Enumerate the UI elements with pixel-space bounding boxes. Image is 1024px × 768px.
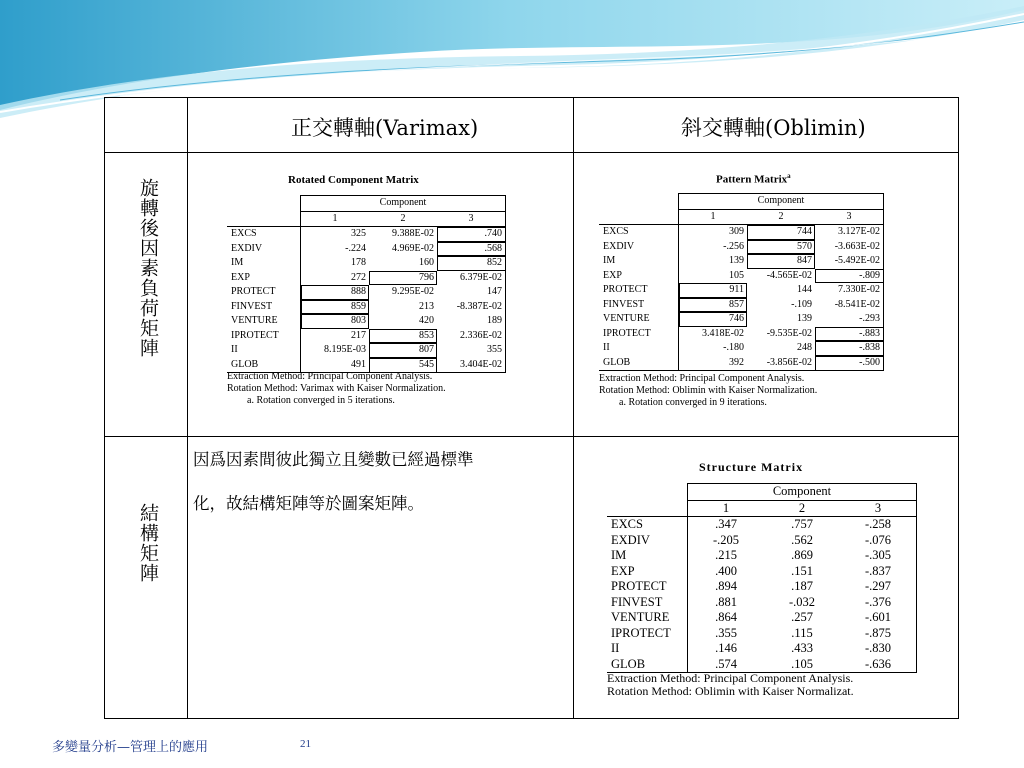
table-row: [599, 327, 884, 342]
variable-name: VENTURE: [599, 312, 679, 327]
matrix-value: 139: [797, 313, 812, 325]
matrix-corner: [227, 196, 301, 212]
structure-matrix-row-label: 結構矩陣: [137, 503, 159, 583]
matrix-value: 105: [729, 269, 744, 281]
matrix-value: 744: [747, 225, 815, 240]
matrix-value: 6.379E-02: [437, 271, 506, 286]
matrix-value: .740: [437, 227, 506, 242]
variable-name: GLOB: [599, 356, 679, 371]
matrix-value: 420: [419, 315, 434, 327]
matrix-value: 189: [437, 314, 506, 329]
matrix-corner: [607, 484, 688, 501]
column-header: 2: [369, 211, 437, 227]
matrix-value: -.032: [788, 594, 816, 609]
table-row: [227, 300, 506, 315]
matrix-value: 248: [797, 342, 812, 354]
variable-name: II: [227, 343, 301, 358]
matrix-value: 355: [437, 343, 506, 358]
matrix-value: .215: [715, 548, 737, 563]
matrix-value: 852: [437, 256, 506, 271]
table-row: [607, 641, 917, 657]
matrix-value: .881: [715, 594, 737, 609]
structure-matrix-title: Structure Matrix: [699, 460, 804, 474]
varimax_matrix-table: [227, 195, 506, 373]
matrix-value: -.838: [815, 341, 884, 356]
varimax-header: 正交轉軸(Varimax): [291, 116, 479, 140]
matrix-value: -.837: [840, 564, 917, 580]
matrix-value: -4.565E-02: [766, 269, 812, 281]
table-row: [227, 329, 506, 344]
variable-name: IM: [227, 256, 301, 271]
table-divider: [105, 436, 958, 437]
variable-name: EXCS: [607, 517, 688, 533]
matrix-value: .400: [715, 563, 737, 578]
matrix-value: 888: [301, 285, 370, 300]
matrix-value: -.258: [840, 517, 917, 533]
matrix-value: 911: [679, 283, 748, 298]
variable-name: VENTURE: [607, 610, 688, 626]
table-row: [599, 225, 884, 240]
matrix-value: .187: [791, 579, 813, 594]
matrix-value: -.076: [840, 533, 917, 549]
varimax-matrix-title: Rotated Component Matrix: [288, 174, 419, 186]
pattern-matrix-title: Pattern Matrix$^a$: [716, 172, 791, 186]
matrix-value: -.297: [840, 579, 917, 595]
matrix-value: 325: [351, 228, 366, 240]
matrix-value: 213: [419, 300, 434, 312]
matrix-value: .568: [437, 242, 506, 257]
matrix-footnote: Rotation Method: Oblimin with Kaiser Normalizat.: [607, 684, 854, 698]
matrix-value: .757: [791, 517, 813, 532]
matrix-value: -.636: [840, 657, 917, 673]
matrix-value: 853: [369, 329, 437, 344]
table-row: [607, 595, 917, 611]
matrix-value: .864: [715, 610, 737, 625]
matrix-value: -.376: [840, 595, 917, 611]
matrix-value: .355: [715, 625, 737, 640]
oblimin-header: 斜交轉軸(Oblimin): [681, 116, 866, 140]
variable-name: FINVEST: [227, 300, 301, 315]
matrix-value: -.180: [723, 342, 744, 354]
table-row: [599, 254, 884, 269]
table-row: [599, 269, 884, 284]
matrix-value: -5.492E-02: [815, 254, 884, 269]
table-row: [227, 271, 506, 286]
matrix-value: -8.387E-02: [437, 300, 506, 315]
matrix-value: .105: [764, 657, 840, 673]
column-header: 2: [747, 209, 815, 225]
matrix-value: 746: [679, 312, 748, 327]
matrix-value: -3.663E-02: [815, 240, 884, 255]
matrix-value: 309: [729, 226, 744, 238]
matrix-value: 144: [797, 284, 812, 296]
table-row: [227, 343, 506, 358]
matrix-corner: [227, 211, 301, 227]
table-row: [227, 256, 506, 271]
matrix-value: -.224: [345, 242, 366, 254]
matrix-value: 7.330E-02: [815, 283, 884, 298]
matrix-value: 491: [301, 358, 370, 373]
matrix-value: 847: [747, 254, 815, 269]
matrix-value: 3.127E-02: [815, 225, 884, 240]
table-row: [227, 314, 506, 329]
table-row: [227, 285, 506, 300]
table-row: [607, 548, 917, 564]
component-header: Component: [688, 484, 917, 501]
column-header: 1: [688, 500, 765, 517]
variable-name: EXDIV: [599, 240, 679, 255]
matrix-value: -.293: [815, 312, 884, 327]
variable-name: EXCS: [599, 225, 679, 240]
table-row: [599, 356, 884, 371]
table-row: [599, 283, 884, 298]
matrix-value: -.109: [791, 298, 812, 310]
variable-name: IPROTECT: [227, 329, 301, 344]
variable-name: IPROTECT: [607, 626, 688, 642]
variable-name: GLOB: [227, 358, 301, 373]
matrix-value: 545: [369, 358, 437, 373]
matrix-value: .347: [715, 517, 737, 532]
matrix-footnote: Rotation Method: Oblimin with Kaiser Normalization.: [599, 385, 818, 396]
variable-name: FINVEST: [599, 298, 679, 313]
matrix-value: -.205: [712, 532, 740, 547]
oblimin_matrix-table: [599, 193, 884, 371]
matrix-corner: [599, 194, 679, 210]
matrix-value: 178: [351, 257, 366, 269]
variable-name: VENTURE: [227, 314, 301, 329]
note-line-2: 化，故結構矩陣等於圖案矩陣。: [193, 494, 424, 513]
component-header: Component: [301, 196, 506, 212]
matrix-value: .562: [791, 532, 813, 547]
matrix-value: 803: [301, 314, 370, 329]
matrix-value: 217: [351, 329, 366, 341]
matrix-value: .894: [715, 579, 737, 594]
matrix-value: -3.856E-02: [747, 356, 815, 371]
matrix-value: 9.295E-02: [392, 286, 434, 298]
matrix-value: -.883: [815, 327, 884, 342]
matrix-footnote: Extraction Method: Principal Component Analysis.: [607, 671, 854, 685]
table-row: [599, 298, 884, 313]
matrix-footnote: Rotation Method: Varimax with Kaiser Normalization.: [227, 383, 446, 394]
rotated-loadings-row-label: 旋轉後因素負荷矩陣: [137, 178, 159, 358]
column-header: 3: [840, 500, 917, 517]
component-header: Component: [679, 194, 884, 210]
variable-name: PROTECT: [227, 285, 301, 300]
matrix-value: -.305: [840, 548, 917, 564]
comparison-table: [104, 97, 959, 719]
page-number: 21: [300, 738, 311, 750]
matrix-value: .115: [791, 625, 813, 640]
matrix-value: 3.404E-02: [437, 358, 506, 373]
matrix-value: 807: [369, 343, 437, 358]
matrix-footnote: Extraction Method: Principal Component Analysis.: [227, 371, 433, 382]
table-divider: [187, 98, 188, 718]
column-header: 3: [815, 209, 884, 225]
table-divider: [105, 152, 958, 153]
matrix-value: .146: [715, 641, 737, 656]
footer-caption: 多變量分析—管理上的應用: [52, 740, 209, 755]
table-row: [227, 227, 506, 242]
variable-name: IM: [607, 548, 688, 564]
matrix-value: 2.336E-02: [437, 329, 506, 344]
matrix-value: .151: [791, 563, 813, 578]
matrix-value: 272: [351, 271, 366, 283]
matrix-value: -.256: [723, 240, 744, 252]
variable-name: EXCS: [227, 227, 301, 242]
matrix-footnote: Extraction Method: Principal Component Analysis.: [599, 373, 805, 384]
variable-name: IM: [599, 254, 679, 269]
variable-name: EXP: [599, 269, 679, 284]
matrix-value: 147: [437, 285, 506, 300]
table-row: [607, 517, 917, 533]
matrix-value: -.830: [840, 641, 917, 657]
matrix-value: .257: [791, 610, 813, 625]
column-header: 1: [679, 209, 748, 225]
matrix-value: -.601: [840, 610, 917, 626]
matrix-value: -8.541E-02: [815, 298, 884, 313]
structure_matrix-table: [607, 483, 917, 673]
table-row: [227, 242, 506, 257]
variable-name: EXP: [227, 271, 301, 286]
matrix-value: 857: [679, 298, 748, 313]
variable-name: EXP: [607, 564, 688, 580]
table-row: [599, 341, 884, 356]
matrix-value: 796: [369, 271, 437, 286]
table-row: [607, 533, 917, 549]
matrix-footnote: a. Rotation converged in 9 iterations.: [619, 397, 767, 408]
matrix-value: -.875: [840, 626, 917, 642]
matrix-value: 9.388E-02: [392, 228, 434, 240]
matrix-value: 139: [729, 255, 744, 267]
variable-name: GLOB: [607, 657, 688, 673]
matrix-value: -9.535E-02: [766, 327, 812, 339]
variable-name: EXDIV: [607, 533, 688, 549]
matrix-value: .869: [791, 548, 813, 563]
variable-name: FINVEST: [607, 595, 688, 611]
matrix-value: 160: [419, 257, 434, 269]
table-row: [607, 579, 917, 595]
matrix-value: 392: [679, 356, 748, 371]
variable-name: EXDIV: [227, 242, 301, 257]
matrix-value: 4.969E-02: [392, 242, 434, 254]
table-row: [607, 610, 917, 626]
matrix-corner: [599, 209, 679, 225]
table-row: [607, 626, 917, 642]
variable-name: IPROTECT: [599, 327, 679, 342]
column-header: 2: [764, 500, 840, 517]
matrix-value: .433: [791, 641, 813, 656]
matrix-value: -.500: [815, 356, 884, 371]
table-row: [599, 240, 884, 255]
variable-name: PROTECT: [599, 283, 679, 298]
variable-name: II: [607, 641, 688, 657]
variable-name: PROTECT: [607, 579, 688, 595]
column-header: 3: [437, 211, 506, 227]
matrix-value: 3.418E-02: [702, 327, 744, 339]
matrix-corner: [607, 500, 688, 517]
table-row: [607, 564, 917, 580]
note-line-1: 因爲因素間彼此獨立且變數已經過標準: [193, 450, 474, 469]
matrix-value: 859: [301, 300, 370, 315]
matrix-value: 8.195E-03: [324, 344, 366, 356]
table-row: [599, 312, 884, 327]
matrix-value: .574: [688, 657, 765, 673]
matrix-footnote: a. Rotation converged in 5 iterations.: [247, 395, 395, 406]
matrix-value: 570: [747, 240, 815, 255]
variable-name: II: [599, 341, 679, 356]
column-header: 1: [301, 211, 370, 227]
table-divider: [573, 98, 574, 718]
matrix-value: -.809: [815, 269, 884, 284]
